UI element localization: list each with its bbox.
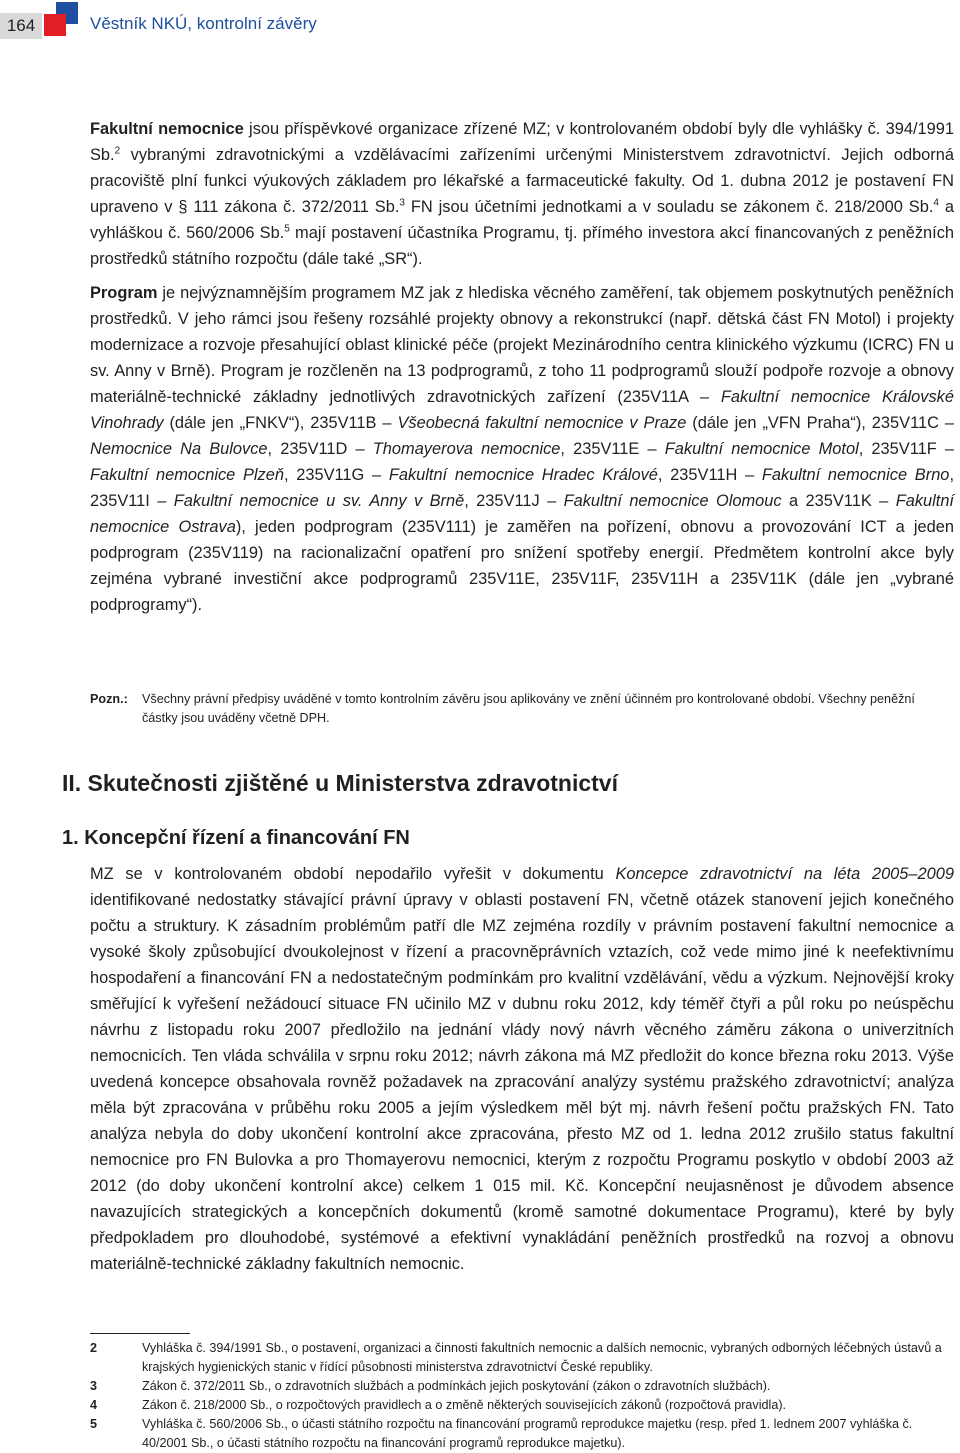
footnote-text: Vyhláška č. 394/1991 Sb., o postavení, organizaci a činnosti fakultních nemocnic a dalších nemocnic, vybraných odborných léčebných ústavů a krajských hygienických stanic v řídící působnosti ministerstva zdravotnictví České republiky. xyxy=(142,1341,942,1374)
footnote-divider xyxy=(90,1333,190,1334)
footnote-number: 4 xyxy=(90,1398,98,1412)
note-label: Pozn.: xyxy=(90,692,128,706)
footnotes xyxy=(90,1339,960,1453)
page-number: 164 xyxy=(0,13,42,39)
footnote-item xyxy=(90,1415,960,1453)
footnote-text: Zákon č. 372/2011 Sb., o zdravotních službách a podmínkách jejich poskytování (zákon o zdravotních službách). xyxy=(142,1379,771,1393)
running-title: Věstník NKÚ, kontrolní závěry xyxy=(90,14,317,33)
footnote-item xyxy=(90,1396,960,1415)
footnote-item xyxy=(90,1377,960,1396)
logo-red-square xyxy=(44,14,66,36)
page-header xyxy=(0,0,960,50)
footnote-item xyxy=(90,1339,960,1377)
paragraph-fakultni-nemocnice: Fakultní nemocnice jsou příspěvkové organizace zřízené MZ; v kontrolovaném období byly dle vyhlášky č. 394/1991 Sb.$^2$ vybranými zdravotnickými a vzdělávacími zařízeními určenými Ministerstvem zdravotnictví. Jejich odborná pracoviště plní funkci výukových základem pro lékařské a farmaceutické fakulty. Od 1. dubna 2012 je postavení FN upraveno v § 111 zákona č. 372/2011 Sb.$^3$ FN jsou účetními jednotkami a v souladu se zákonem č. 218/2000 Sb.$^4$ a vyhláškou č. 560/2006 Sb.$^5$ mají postavení účastníka Programu, tj. přímého investora akcí financovaných z peněžních prostředků státního rozpočtu (dále také „SR“). xyxy=(90,120,955,268)
section-heading: II. Skutečnosti zjištěné u Ministerstva zdravotnictví xyxy=(62,770,618,796)
section-text xyxy=(90,861,954,1277)
subsection-heading: 1. Koncepční řízení a financování FN xyxy=(62,827,410,849)
nku-logo-icon xyxy=(44,2,78,36)
paragraph-koncepce: MZ se v kontrolovaném období nepodařilo vyřešit v dokumentu Koncepce zdravotnictví na léta 2005–2009 identifikované nedostatky stávající právní úpravy v oblasti postavení FN, včetně otázek stanovení jejich konečného počtu a struktury. K zásadním problémům patří dle MZ zejména rozdíly v právním postavení fakultní nemocnice a vysoké školy způsobující dvoukolejnost v řízení a pracovněprávních vztazích, což vede mimo jiné k neefektivnímu hospodaření a financování FN a nedostatečným podmínkám pro kvalitní vzdělávání, vědu a výzkum. Nejnovější kroky směřující k vyřešení nežádoucí situace FN učinilo MZ v dubnu roku 2012, kdy téměř čtyři a půl roku po neúspěchu návrhu z listopadu roku 2007 předložilo na jednání vlády nový návrh věcného záměru zákona o univerzitních nemocnicích. Ten vláda schválila v srpnu roku 2012; návrh zákona má MZ předložit do konce března roku 2013. Výše uvedená koncepce obsahovala rovněž požadavek na zpracování analýzy systému pražského zdravotnictví; analýza měla být zpracována v průběhu roku 2005 a jejím výsledkem měl být mj. návrh řešení počtu pražských FN. Tato analýza nebyla do doby ukončení kontrolní akce zpracována, přesto MZ od 1. ledna 2012 zrušilo status fakultní nemocnice pro FN Bulovka a pro Thomayerovu nemocnici, kterým z rozpočtu Programu poskytlo v období 2003 až 2012 (do doby ukončení kontrolní akce) celkem 1 015 mil. Kč. Koncepční neujasněnost je důvodem absence navazujících strategických a koncepčních dokumentů (kromě samotné dokumentace Programu), které by byly předpokladem pro dlouhodobé, systémové a efektivní vynakládání peněžních prostředků na rozvoj a obnovu materiálně-technické základny fakultních nemocnic. xyxy=(90,865,954,1273)
intro-text xyxy=(90,116,954,618)
footnote-number: 5 xyxy=(90,1417,98,1431)
footnote-number: 3 xyxy=(90,1379,98,1393)
footnote-text: Zákon č. 218/2000 Sb., o rozpočtových pravidlech a o změně některých souvisejících zákonů (rozpočtová pravidla). xyxy=(142,1398,787,1412)
note-text: Všechny právní předpisy uváděné v tomto kontrolním závěru jsou aplikovány ve znění účinném pro kontrolované období. Všechny peněžní částky jsou uváděny včetně DPH. xyxy=(142,692,915,725)
footnote-text: Vyhláška č. 560/2006 Sb., o účasti státního rozpočtu na financování programů reprodukce majetku (resp. před 1. lednem 2007 vyhláška č. 40/2001 Sb., o účasti státního rozpočtu na financování programů reprodukce majetku). xyxy=(142,1417,913,1450)
paragraph-program: Program je nejvýznamnějším programem MZ jak z hlediska věcného zaměření, tak objemem poskytnutých peněžních prostředků. V jeho rámci jsou řešeny rozsáhlé projekty obnovy a rekonstrukcí (např. dětská část FN Motol) i projekty modernizace a rozvoje přesahující oblast klinické péče (projekt Mezinárodního centra klinického výzkumu (ICRC) FN u sv. Anny v Brně). Program je rozčleněn na 13 podprogramů, z toho 11 podprogramů slouží podpoře rozvoje a obnovy materiálně-technické základny jednotlivých zdravotnických zařízení (235V11A – Fakultní nemocnice Královské Vinohrady (dále jen „FNKV“), 235V11B – Všeobecná fakultní nemocnice v Praze (dále jen „VFN Praha“), 235V11C – Nemocnice Na Bulovce, 235V11D – Thomayerova nemocnice, 235V11E – Fakultní nemocnice Motol, 235V11F – Fakultní nemocnice Plzeň, 235V11G – Fakultní nemocnice Hradec Králové, 235V11H – Fakultní nemocnice Brno, 235V11I – Fakultní nemocnice u sv. Anny v Brně, 235V11J – Fakultní nemocnice Olomouc a 235V11K – Fakultní nemocnice Ostrava), jeden podprogram (235V111) je zaměřen na pořízení, obnovu a provozování ICT a jeden podprogram (235V119) na racionalizační opatření pro snížení spotřeby energií. Předmětem kontrolní akce byly zejména vybrané investiční akce podprogramů 235V11E, 235V11F, 235V11H a 235V11K (dále jen „vybrané podprogramy“). xyxy=(90,284,954,614)
note xyxy=(90,690,954,728)
footnote-number: 2 xyxy=(90,1341,98,1355)
